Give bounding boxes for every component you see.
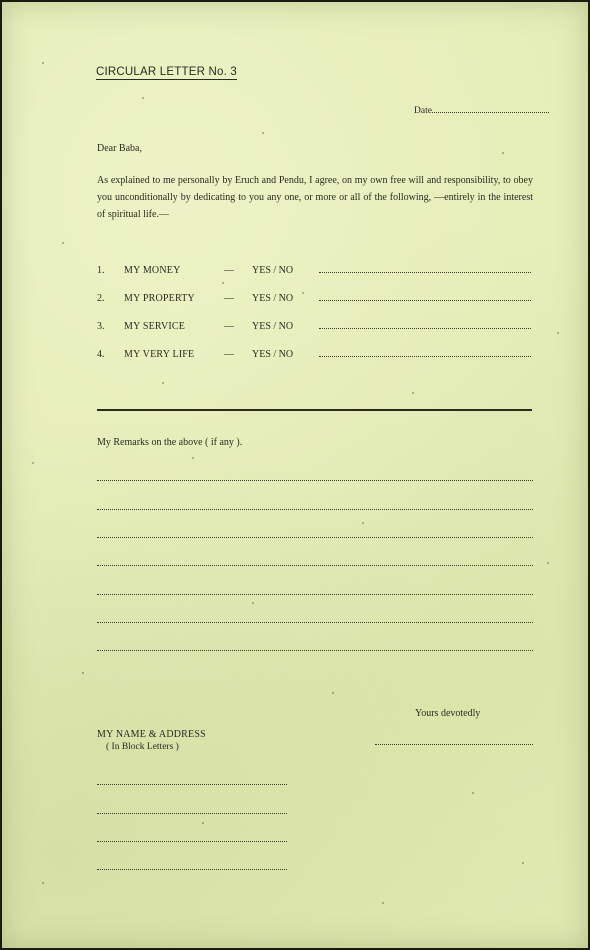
paper-speck [547,562,549,564]
date-field[interactable] [414,106,549,116]
salutation: Dear Baba, [97,143,142,154]
item-number: 3. [97,321,105,332]
item-number: 1. [97,265,105,276]
item-label: MY PROPERTY [124,293,195,304]
remarks-line[interactable] [97,594,533,595]
paper-speck [42,882,44,884]
item-property-blank-line[interactable] [319,300,531,301]
letter-page [2,2,588,948]
yes-no-choice[interactable]: YES / NO [252,293,294,304]
yes-no-choice[interactable]: YES / NO [252,265,294,276]
paper-speck [302,292,304,294]
yes-no-choice[interactable]: YES / NO [252,349,294,360]
block-letters-note: ( In Block Letters ) [106,742,179,752]
paper-speck [82,672,84,674]
item-money-blank-line[interactable] [319,272,531,273]
paper-speck [222,282,224,284]
item-dash: — [224,265,234,276]
remarks-line[interactable] [97,565,533,566]
paper-speck [252,602,254,604]
remarks-line[interactable] [97,622,533,623]
yes-no-choice[interactable]: YES / NO [252,321,294,332]
item-number: 2. [97,293,105,304]
paper-speck [502,152,504,154]
date-blank-line[interactable] [432,111,549,113]
date-label: Date [414,106,432,116]
item-dash: — [224,349,234,360]
paper-speck [42,62,44,64]
item-dash: — [224,321,234,332]
item-dash: — [224,293,234,304]
name-address-label: MY NAME & ADDRESS [97,729,206,740]
item-service-blank-line[interactable] [319,328,531,329]
paper-speck [62,242,64,244]
item-label: MY MONEY [124,265,181,276]
address-line[interactable] [97,869,287,870]
paper-speck [362,522,364,524]
address-line[interactable] [97,841,287,842]
paper-speck [162,382,164,384]
item-very-life-blank-line[interactable] [319,356,531,357]
remarks-line[interactable] [97,537,533,538]
paper-speck [142,97,144,99]
paper-speck [262,132,264,134]
paper-speck [522,862,524,864]
paper-speck [382,902,384,904]
paper-speck [557,332,559,334]
remarks-label: My Remarks on the above ( if any ). [97,437,243,448]
section-divider [97,409,532,411]
item-label: MY SERVICE [124,321,186,332]
signature-line[interactable] [375,744,533,745]
paper-speck [412,392,414,394]
letter-title: CIRCULAR LETTER No. 3 [96,66,237,78]
remarks-line[interactable] [97,509,533,510]
closing-yours-devotedly: Yours devotedly [415,708,481,719]
item-number: 4. [97,349,105,360]
remarks-line[interactable] [97,480,533,481]
paper-speck [472,792,474,794]
paper-speck [202,822,204,824]
address-line[interactable] [97,784,287,785]
address-line[interactable] [97,813,287,814]
item-label: MY VERY LIFE [124,349,195,360]
paper-speck [192,457,194,459]
remarks-line[interactable] [97,650,533,651]
paper-speck [32,462,34,464]
intro-paragraph: As explained to me personally by Eruch and Pendu, I agree, on my own free will and responsibility, to obey you unconditionally by dedicating to you any one, or more or all of the following, —entirely in the interest of spiritual life.— [97,175,533,220]
paper-speck [332,692,334,694]
